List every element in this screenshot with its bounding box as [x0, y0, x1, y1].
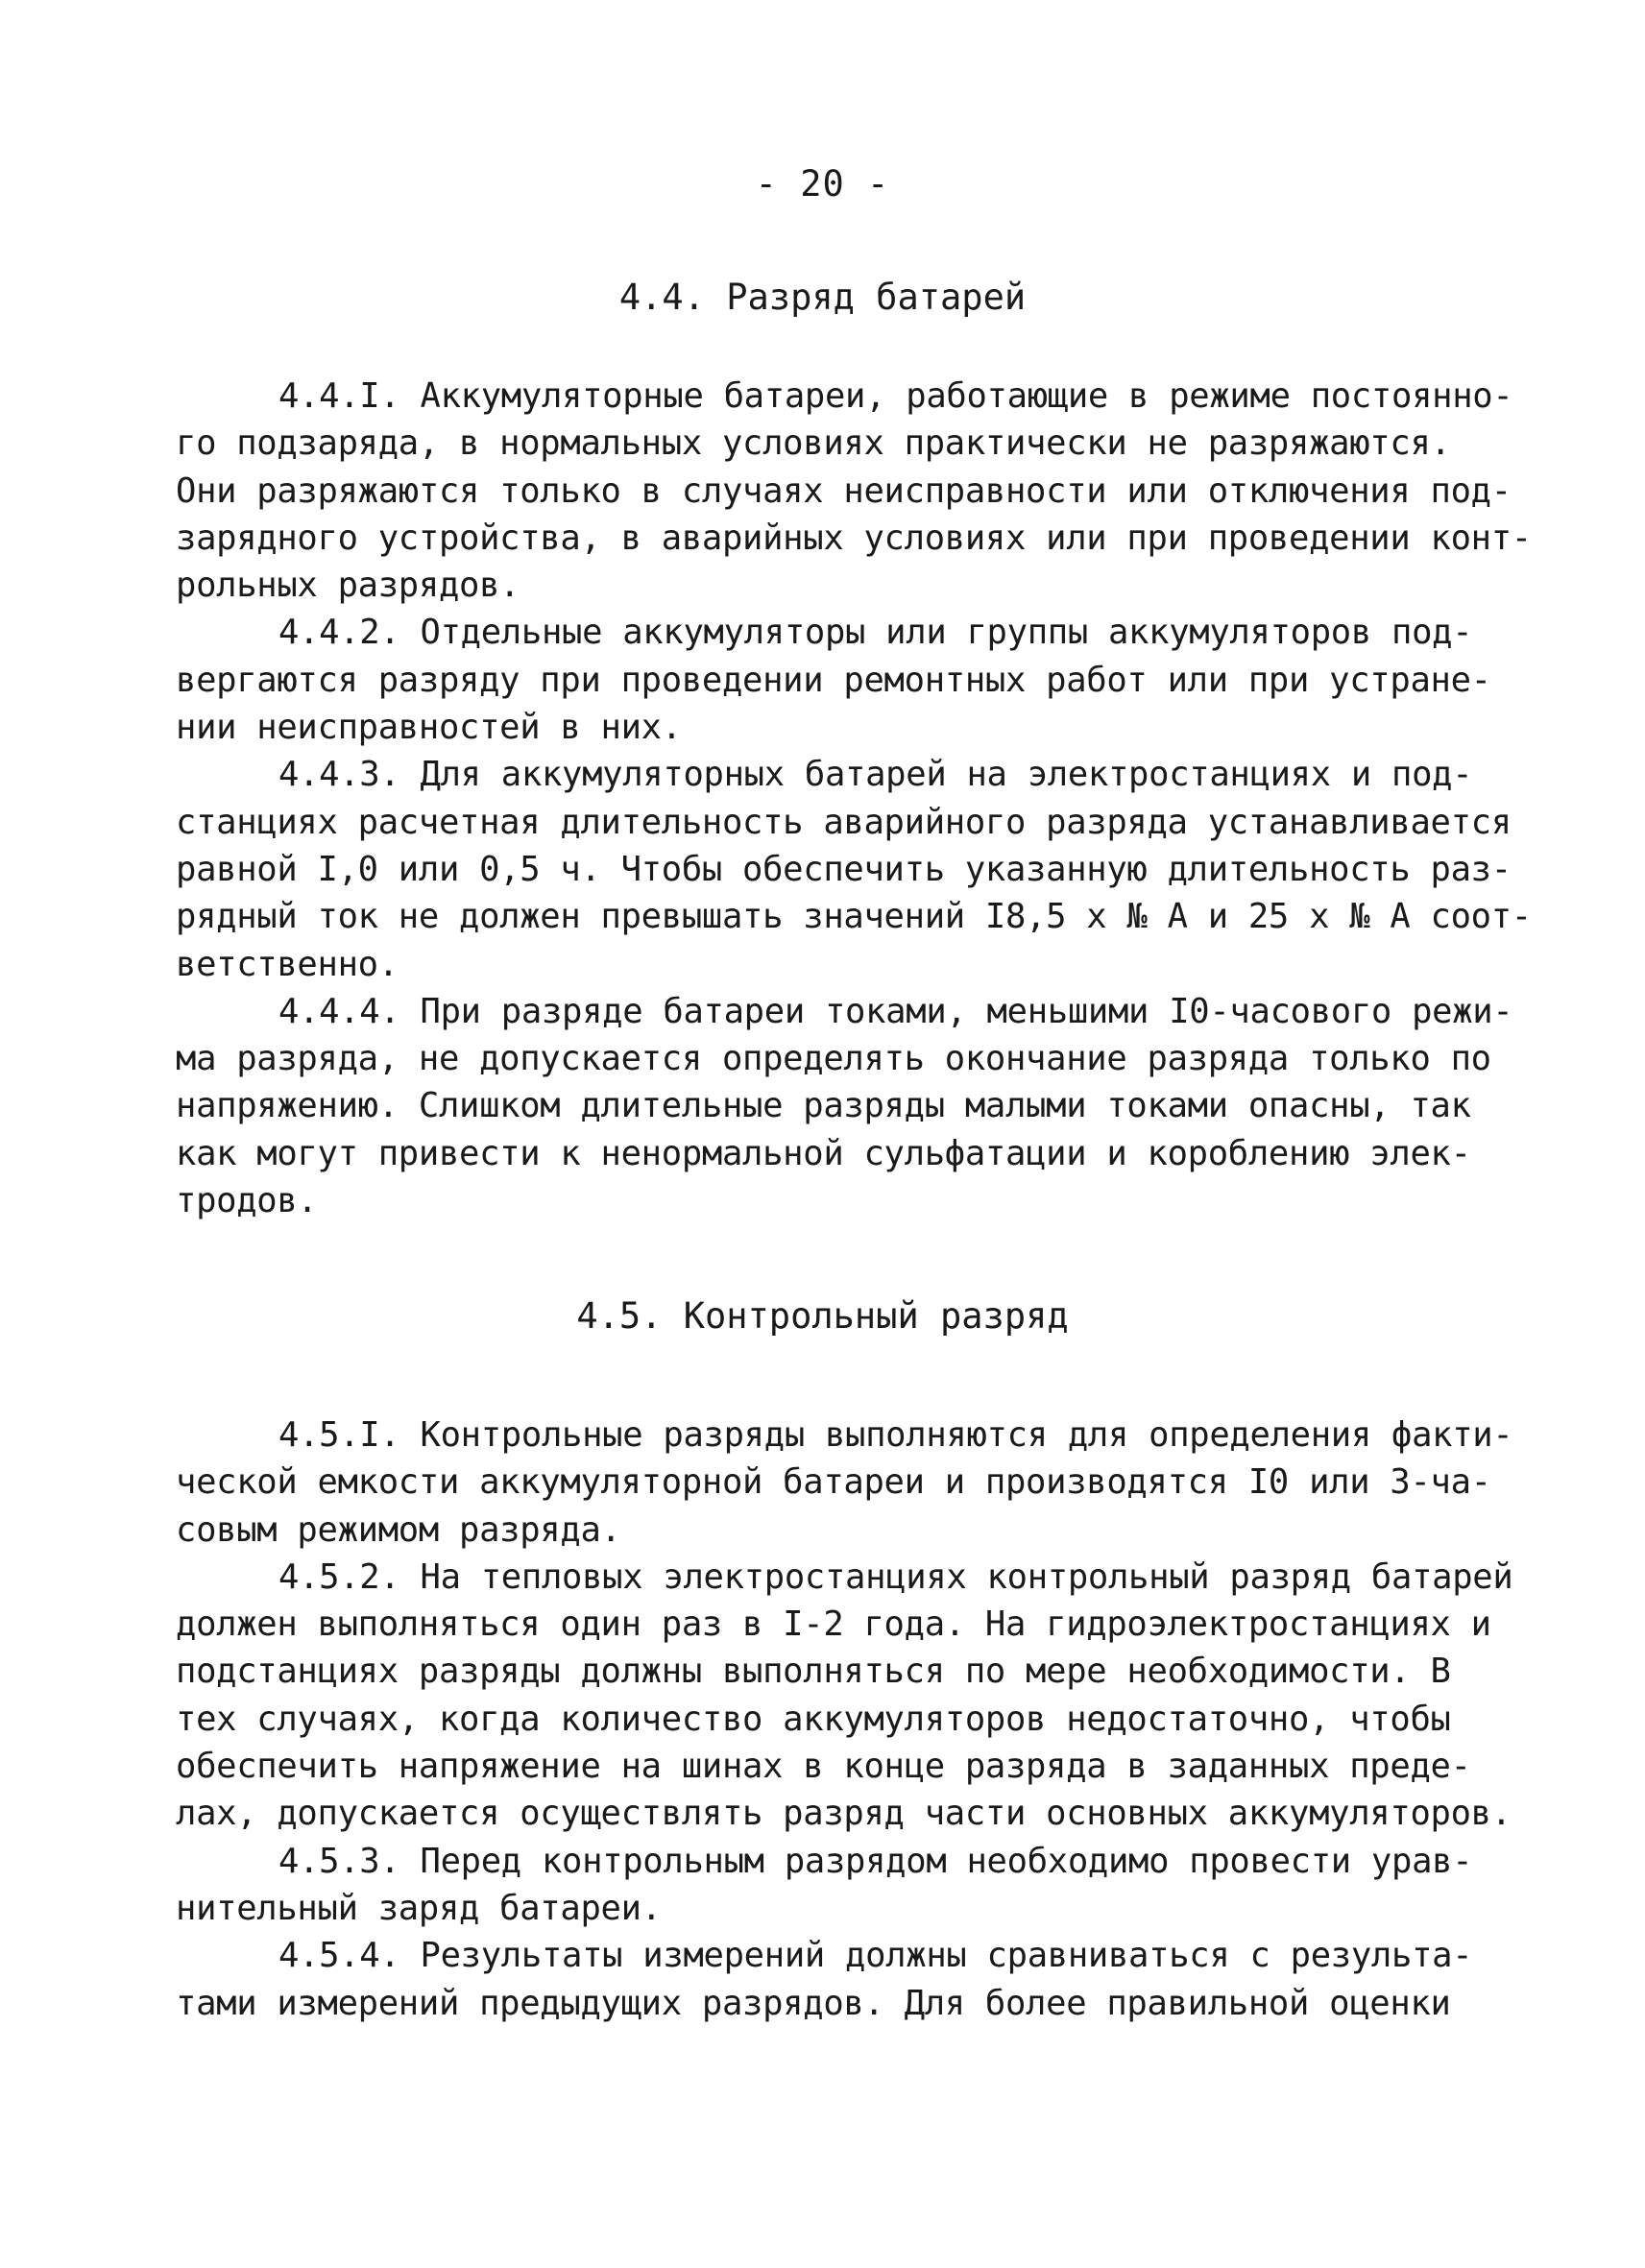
- paragraph-4-5-4-line: 4.5.4. Результаты измерений должны сравниваться с результа-: [278, 1936, 1473, 1976]
- paragraph-4-4-3-line: равной I,0 или 0,5 ч. Чтобы обеспечить указанную длительность раз-: [176, 849, 1512, 889]
- paragraph-4-5-1-line: 4.5.I. Контрольные разряды выполняются для определения факти-: [278, 1415, 1513, 1455]
- section-heading-4-4: 4.4. Разряд батарей: [618, 277, 1027, 318]
- paragraph-4-4-1-line: 4.4.I. Аккумуляторные батареи, работающие в режиме постоянно-: [278, 376, 1513, 416]
- paragraph-4-4-3-line: 4.4.3. Для аккумуляторных батарей на электростанциях и под-: [278, 755, 1473, 795]
- paragraph-4-4-4-line: ма разряда, не допускается определять окончание разряда только по: [176, 1039, 1491, 1079]
- paragraph-4-4-3-line: рядный ток не должен превышать значений I8,5 х № А и 25 х № А соот-: [176, 897, 1532, 937]
- paragraph-4-4-1-line: зарядного устройства, в аварийных условиях или при проведении конт-: [176, 518, 1532, 558]
- section-body-4-5: [176, 1411, 1513, 2027]
- paragraph-4-5-4-line: тами измерений предыдущих разрядов. Для более правильной оценки: [176, 1983, 1451, 2023]
- paragraph-4-4-4-line: как могут привести к ненормальной сульфатации и короблению элек-: [176, 1133, 1471, 1173]
- paragraph-4-4-2-line: 4.4.2. Отдельные аккумуляторы или группы аккумуляторов под-: [278, 613, 1473, 653]
- paragraph-4-4-3-line: станциях расчетная длительность аварийного разряда устанавливается: [176, 802, 1512, 842]
- paragraph-4-5-2-line: лах, допускается осуществлять разряд части основных аккумуляторов.: [176, 1794, 1512, 1834]
- paragraph-4-4-4-line: тродов.: [176, 1181, 318, 1221]
- paragraph-4-5-2-line: должен выполняться один раз в I-2 года. На гидроэлектростанциях и: [176, 1604, 1491, 1645]
- paragraph-4-4-4-line: 4.4.4. При разряде батареи токами, меньшими I0-часового режи-: [278, 991, 1513, 1031]
- paragraph-4-5-2-line: 4.5.2. На тепловых электростанциях контрольный разряд батарей: [278, 1556, 1513, 1597]
- page-number: - 20 -: [755, 163, 890, 205]
- paragraph-4-4-1-line: рольных разрядов.: [176, 566, 520, 606]
- paragraph-4-4-3-line: ветственно.: [176, 944, 399, 984]
- paragraph-4-4-2-line: нии неисправностей в них.: [176, 708, 682, 748]
- section-body-4-4: [176, 373, 1532, 1224]
- section-heading-4-5: 4.5. Контрольный разряд: [576, 1295, 1069, 1337]
- paragraph-4-4-4-line: напряжению. Слишком длительные разряды малыми токами опасны, так: [176, 1086, 1471, 1126]
- paragraph-4-5-2-line: подстанциях разряды должны выполняться по мере необходимости. В: [176, 1652, 1451, 1692]
- paragraph-4-5-3-line: нительный заряд батареи.: [176, 1888, 662, 1928]
- paragraph-4-5-3-line: 4.5.3. Перед контрольным разрядом необходимо провести урав-: [278, 1841, 1473, 1881]
- paragraph-4-4-1-line: го подзаряда, в нормальных условиях практически не разряжаются.: [176, 423, 1451, 464]
- paragraph-4-4-1-line: Они разряжаются только в случаях неисправности или отключения под-: [176, 470, 1512, 511]
- paragraph-4-5-2-line: тех случаях, когда количество аккумуляторов недостаточно, чтобы: [176, 1699, 1451, 1739]
- paragraph-4-5-1-line: ческой емкости аккумуляторной батареи и производятся I0 или 3-ча-: [176, 1462, 1491, 1503]
- paragraph-4-4-2-line: вергаются разряду при проведении ремонтных работ или при устране-: [176, 660, 1491, 700]
- paragraph-4-5-2-line: обеспечить напряжение на шинах в конце разряда в заданных преде-: [176, 1747, 1471, 1787]
- paragraph-4-5-1-line: совым режимом разряда.: [176, 1509, 621, 1550]
